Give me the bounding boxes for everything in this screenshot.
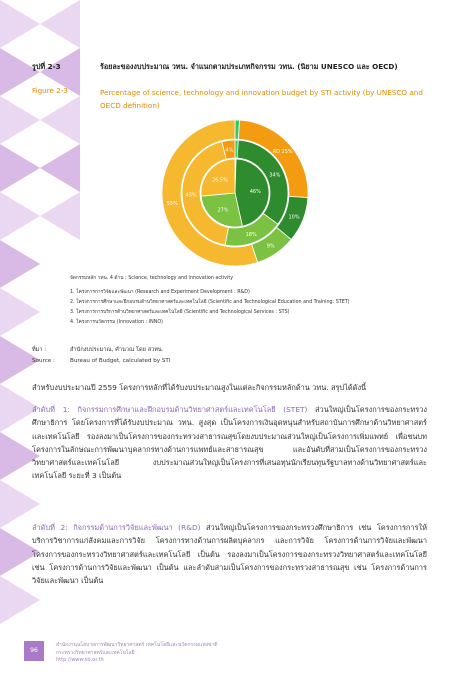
paragraph-rank-2 xyxy=(32,521,427,587)
source-label-english: Source : xyxy=(32,358,55,364)
rank-1-body: ส่วนใหญ่เป็นโครงการของกระทรวงศึกษาธิการ โดยโครงการที่ได้รับงบประมาณ วทน. สูงสุด เป็นโครงการเงินอุดหนุนสำหรับสถาบันการศึกษาด้านวิทยาศาสตร์และเทคโนโลยี รองลงมาเป็นโครงการของกระทรวงสาธารณสุขโดยงบประมาณส่วนใหญ่เป็นโครงการเพิ่มแพทย์ เพื่อชนบท โครงการในลักษณะการพัฒนาบุคลากรทางด้านการแพทย์และสาธารณสุข และอันดับที่สามเป็นโครงการของกระทรวงวิทยาศาสตร์และเทคโนโลยี งบประมาณส่วนใหญ่เป็นโครงการที่เสนอทุนนักเรียนทุนรัฐบาลทางด้านวิทยาศาสตร์และเทคโนโลยี ระยะที่ 3 เป็นต้น xyxy=(32,405,427,481)
figure-label-thai: รูปที่ 2-3 xyxy=(32,62,61,71)
rank-2-heading: ลำดับที่ 2: กิจกรรมด้านการวิจัยและพัฒนา (R&D) xyxy=(32,523,201,532)
note-item: 2. โครงการการศึกษาและฝึกอบรมด้านวิทยาศาสตร์และเทคโนโลยี (Scientific and Technological Education and Training: STET) xyxy=(70,300,350,305)
figure-label-english: Figure 2-3 xyxy=(32,86,68,95)
outer-ring-value-label: 10% xyxy=(288,214,300,221)
middle-ring-value-label: 18% xyxy=(245,231,257,238)
note-item: 4. โครงการนวัตกรรม (Innovation : INNO) xyxy=(70,320,163,325)
outer-ring-value-label: 55% xyxy=(166,200,178,207)
footer-org-line: สำนักงานนโยบายการพัฒนาวิทยาศาสตร์ เทคโนโลยีและนวัตกรรมแห่งชาติ xyxy=(56,642,218,648)
outer-ring-value-label: 9% xyxy=(266,243,275,250)
rank-1-heading: ลำดับที่ 1: กิจกรรมการศึกษาและฝึกอบรมด้านวิทยาศาสตร์และเทคโนโลยี (STET) xyxy=(32,405,308,414)
source-text-thai: สำนักงบประมาณ, คำนวณ โดย สวทน. xyxy=(70,347,164,353)
page-number: 96 xyxy=(24,641,44,661)
source-label-thai: ที่มา : xyxy=(32,347,47,353)
figure-title-thai: ร้อยละของงบประมาณ วทน. จำแนกตามประเภทกิจกรรม วทน. (นิยาม UNESCO และ OECD) xyxy=(100,62,398,71)
paragraph-rank-1 xyxy=(32,403,427,483)
middle-ring-value-label: 4% xyxy=(225,147,234,154)
budget-pie-chart xyxy=(160,118,310,268)
notes-heading: จัดกรรมหลัก วทน. 4 ด้าน : Science, technology and innovation activity xyxy=(70,276,234,281)
middle-ring-value-label: 34% xyxy=(269,172,281,179)
note-item: 3. โครงการการบริการด้านวิทยาศาสตร์และเทคโนโลยี (Scientific and Technological Services : STS) xyxy=(70,310,290,315)
note-item: 1. โครงการการวิจัยและพัฒนา (Research and Experiment Development : R&D) xyxy=(70,290,250,295)
inner-ring-value-label: 46% xyxy=(249,189,261,196)
source-text-english: Bureau of Budget, calculated by STI xyxy=(70,358,171,364)
paragraph-intro: สำหรับงบประมาณปี 2559 โครงการหลักที่ได้รับงบประมาณสูงในแต่ละกิจกรรมหลักด้าน วทน. สรุปได้ดังนี้ xyxy=(32,383,367,392)
inner-ring-value-label: 26.5% xyxy=(211,177,228,184)
footer-url[interactable]: http://www.sti.or.th xyxy=(56,657,104,663)
middle-ring-value-label: 43% xyxy=(185,192,197,199)
figure-title-english: Percentage of science, technology and innovation budget by STI activity (by UNESCO and OECD definition) xyxy=(100,88,423,110)
outer-ring-value-label: RD 25% xyxy=(272,149,293,156)
rank-2-body: ส่วนใหญ่เป็นโครงการของกระทรวงศึกษาธิการ เช่น โครงการการให้บริการวิชาการแก่สังคมและการวิจัย โครงการทางด้านการผลิตบุคลากร และการวิจัย โครงการด้านการวิจัยและพัฒนาโครงการของกระทรวงวิทยาศาสตร์และเทคโนโลยี เป็นต้น รองลงมาเป็นโครงการของกระทรวงวิทยาศาสตร์และเทคโนโลยีเช่น โครงการด้านการวิจัยและพัฒนา เป็นต้น และลำดับสามเป็นโครงการของกระทรวงสาธารณสุข เช่น โครงการด้านการวิจัยและพัฒนา เป็นต้น xyxy=(32,523,427,586)
inner-ring-value-label: 27% xyxy=(217,207,229,214)
footer-ministry-line: กระทรวงวิทยาศาสตร์และเทคโนโลยี xyxy=(56,650,135,656)
